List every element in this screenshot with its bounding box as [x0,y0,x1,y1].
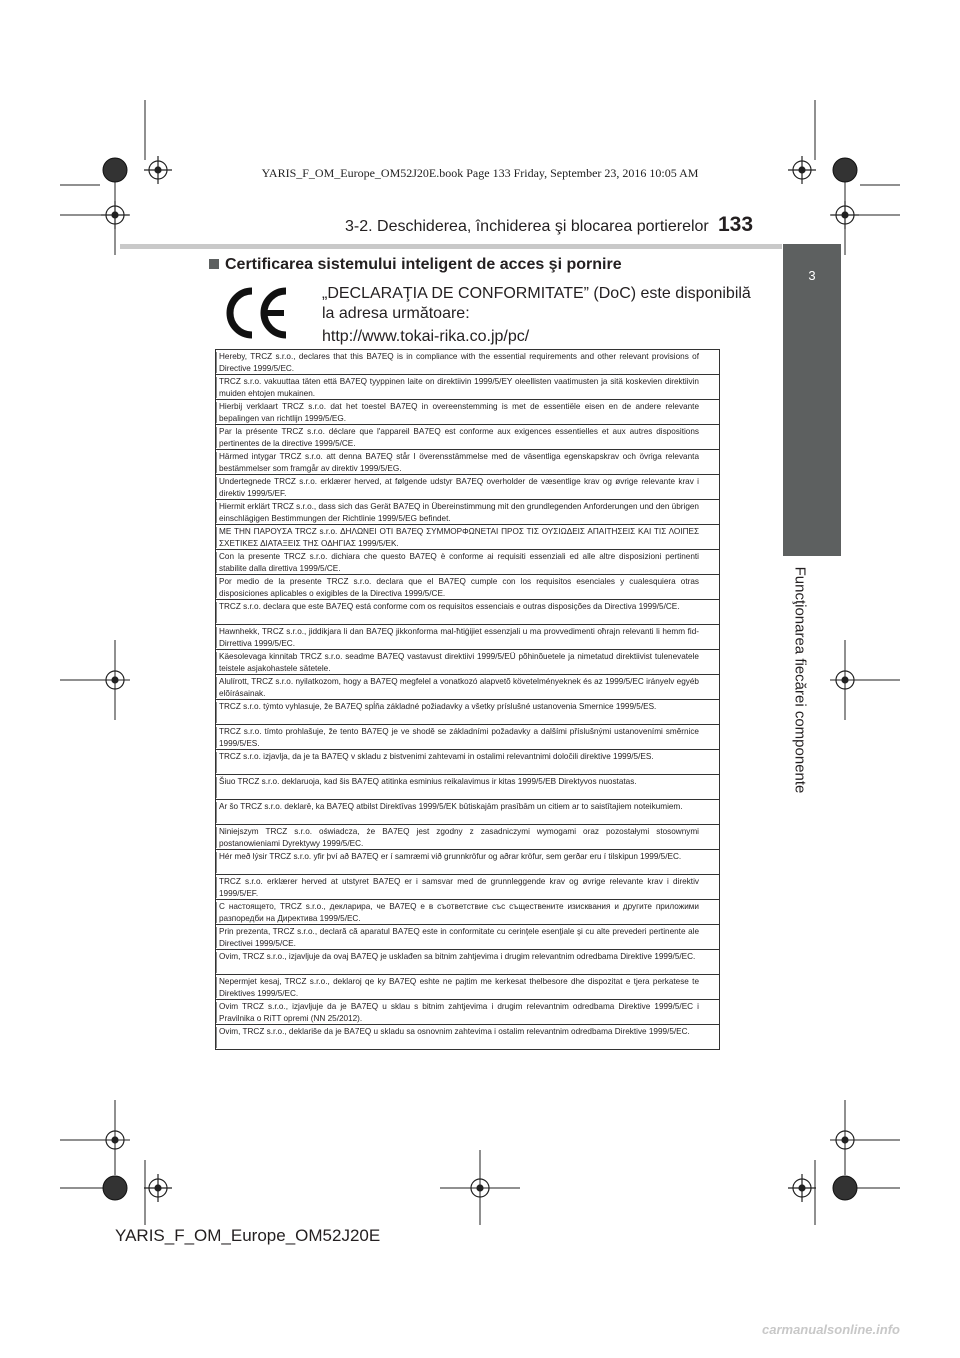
declaration-row [216,625,719,650]
declaration-text: Hawnhekk, TRCZ s.r.o., jiddikjara li dan BA7EQ jikkonforma mal-ħtiġijiet essenzjali u ma provvedimenti oħrajn relevanti li hemm fid-Dirrettiva 1999/5/EC. [219,627,699,648]
declaration-row [216,925,719,950]
declaration-row [216,350,719,375]
declaration-row [216,875,719,900]
declaration-text: Härmed intygar TRCZ s.r.o. att denna BA7EQ står I överensstämmelse med de väsentliga egenskapskrav och övriga relevanta bestämmelser som framgår av direktiv 1999/5/EG. [219,452,699,473]
declaration-text: Hereby, TRCZ s.r.o., declares that this BA7EQ is in compliance with the essential requirements and other relevant provisions of Directive 1999/5/EC. [219,352,699,373]
footer-doc-code: YARIS_F_OM_Europe_OM52J20E [115,1226,381,1245]
declaration-text: Niniejszym TRCZ s.r.o. oświadcza, że BA7EQ jest zgodny z zasadniczymi wymogami oraz pozostałymi stosownymi postanowieniami Dyrektywy 1999/5/EC. [219,827,699,848]
declaration-row [216,1025,719,1050]
declaration-row [216,850,719,875]
declaration-row [216,375,719,400]
declaration-text: Prin prezenta, TRCZ s.r.o., declară că aparatul BA7EQ este in conformitate cu cerinţele esenţiale şi cu alte prevederi pertinente ale Directivei 1999/5/CE. [219,927,699,948]
declaration-text: ΜΕ ΤΗΝ ΠΑΡΟΥΣΑ TRCZ s.r.o. ΔΗΛΩΝΕΙ ΟΤΙ BA7EQ ΣΥΜΜΟΡΦΩΝΕΤΑΙ ΠΡΟΣ ΤΙΣ ΟΥΣΙΩΔΕΙΣ ΑΠΑΙΤΗΣΕΙΣ ΚΑΙ ΤΙΣ ΛΟΙΠΕΣ ΣΧΕΤΙΚΕΣ ΔΙΑΤΑΞΕΙΣ ΤΗΣ ΟΔΗΓΙΑΣ 1999/5/ΕΚ. [219,527,699,548]
declaration-row [216,575,719,600]
declaration-text: Hiermit erklärt TRCZ s.r.o., dass sich das Gerät BA7EQ in Übereinstimmung mit den grundlegenden Anforderungen und den übrigen einschlägigen Bestimmungen der Richtlinie 1999/5/EG befindet. [219,502,699,523]
square-bullet-icon [209,259,219,269]
declaration-text: Hér með lýsir TRCZ s.r.o. yfir því að BA7EQ er í samræmi við grunnkröfur og aðrar kröfur, sem gerðar eru í tilskipun 1999/5/EC. [219,852,682,861]
doc-url: http://www.tokai-rika.co.jp/pc/ [322,328,530,345]
declaration-text: Con la presente TRCZ s.r.o. dichiara che questo BA7EQ è conforme ai requisiti essenziali ed alle altre disposizioni pertinenti stabilite dalla direttiva 1999/5/CE. [219,552,699,573]
declaration-text: TRCZ s.r.o. tímto prohlašuje, že tento BA7EQ je ve shodě se základními požadavky a dalšími příslušnými ustanoveními směrnice 1999/5/ES. [219,727,699,748]
declaration-text: Ovim, TRCZ s.r.o., deklariše da je BA7EQ u skladu sa osnovnim zahtevima i ostalim relevantnim odredbama Direktive 1999/5/EC. [219,1027,690,1036]
page-number: 133 [718,213,754,236]
declaration-text: С настоящето, TRCZ s.r.o., декларира, че BA7EQ е в съответствие със съществените изисквания и другите приложими разпоредби на Директива 1999/5/ЕС. [219,902,699,923]
watermark: carmanualsonline.info [762,1322,900,1337]
page-header-title: 3-2. Deschiderea, închiderea şi blocarea portierelor [345,218,709,235]
doc-intro-line1: „DECLARAŢIA DE CONFORMITATE” (DoC) este disponibilă [322,285,751,302]
declaration-text: TRCZ s.r.o. týmto vyhlasuje, že BA7EQ spĺňa základné požiadavky a všetky príslušné ustanovenia Smernice 1999/5/ES. [219,702,657,711]
declaration-row [216,675,719,700]
declaration-row [216,800,719,825]
declaration-text: TRCZ s.r.o. erklærer herved at utstyret BA7EQ er i samsvar med de grunnleggende krav og øvrige relevante krav i direktiv 1999/5/EF. [219,877,699,898]
declaration-text: Par la présente TRCZ s.r.o. déclare que l'appareil BA7EQ est conforme aux exigences essentielles et aux autres dispositions pertinentes de la directive 1999/5/CE. [219,427,699,448]
header-rule [120,244,782,249]
declaration-row [216,425,719,450]
declaration-text: Por medio de la presente TRCZ s.r.o. declara que el BA7EQ cumple con los requisitos esenciales y cualesquiera otras disposiciones aplicables o exigibles de la Directiva 1999/5/CE. [219,577,699,598]
declaration-row [216,700,719,725]
section-heading [209,256,622,274]
declaration-text: Ar šo TRCZ s.r.o. deklarē, ka BA7EQ atbilst Direktīvas 1999/5/EK būtiskajām prasībām un citiem ar to saistītajiem noteikumiem. [219,802,683,811]
declarations-table [215,349,720,1050]
declaration-row [216,950,719,975]
ce-mark-logo [220,285,290,341]
chapter-side-label-wrap [783,556,817,804]
declaration-row [216,525,719,550]
declaration-text: Šiuo TRCZ s.r.o. deklaruoja, kad šis BA7EQ atitinka esminius reikalavimus ir kitas 1999/5/EB Direktyvos nuostatas. [219,777,637,786]
declaration-row [216,550,719,575]
declaration-text: TRCZ s.r.o. izjavlja, da je ta BA7EQ v skladu z bistvenimi zahtevami in ostalimi relevantnimi določili direktive 1999/5/ES. [219,752,654,761]
chapter-side-label: Funcţionarea fiecărei componente [791,566,809,794]
declaration-row [216,725,719,750]
declaration-row [216,975,719,1000]
declaration-row [216,475,719,500]
declaration-text: Undertegnede TRCZ s.r.o. erklærer herved, at følgende udstyr BA7EQ overholder de væsentlige krav og øvrige relevante krav i direktiv 1999/5/EF. [219,477,699,498]
declaration-row [216,1000,719,1025]
declaration-text: Käesolevaga kinnitab TRCZ s.r.o. seadme BA7EQ vastavust direktiivi 1999/5/EÜ põhinõuetele ja nimetatud direktiivist tulenevatele teistele asjakohastele sätetele. [219,652,699,673]
declaration-text: Nepermjet kesaj, TRCZ s.r.o., deklaroj qe ky BA7EQ eshte ne pajtim me kerkesat thelbesore dhe dispozitat e tjera perkatese te Direktives 1999/5/EC. [219,977,699,998]
declaration-text: Ovim TRCZ s.r.o., izjavljuje da je BA7EQ u sklau s bitnim zahtjevima i drugim relevantnim odredbama Direktive 1999/5/EC i Pravilnika o RiTT opremi (NN 25/2012). [219,1002,699,1023]
chapter-tab-number: 3 [808,268,816,283]
declaration-row [216,600,719,625]
declaration-text: Ovim, TRCZ s.r.o., izjavljuje da ovaj BA7EQ je usklađen sa bitnim zahtjevima i drugim relevantnim odredbama Direktive 1999/5/EC. [219,952,696,961]
declaration-row [216,400,719,425]
declaration-row [216,900,719,925]
book-info-line: YARIS_F_OM_Europe_OM52J20E.book Page 133 Friday, September 23, 2016 10:05 AM [261,166,699,180]
declaration-row [216,450,719,475]
declaration-text: TRCZ s.r.o. vakuuttaa täten että BA7EQ tyyppinen laite on direktiivin 1999/5/EY oleellisten vaatimusten ja sitä koskevien direktiivin muiden ehtojen mukainen. [219,377,699,398]
declaration-text: Alulírott, TRCZ s.r.o. nyilatkozom, hogy a BA7EQ megfelel a vonatkozó alapvetõ követelményeknek és az 1999/5/EC irányelv egyéb elõírásainak. [219,677,699,698]
declaration-row [216,750,719,775]
doc-availability-text [322,284,751,347]
declaration-text: TRCZ s.r.o. declara que este BA7EQ está conforme com os requisitos essenciais e outras disposições da Directiva 1999/5/CE. [219,602,680,611]
declaration-row [216,500,719,525]
declaration-row [216,825,719,850]
declaration-text: Hierbij verklaart TRCZ s.r.o. dat het toestel BA7EQ in overeenstemming is met de essentiële eisen en de andere relevante bepalingen van richtlijn 1999/5/EG. [219,402,699,423]
chapter-tab [783,244,841,556]
doc-intro-line2: la adresa următoare: [322,305,470,322]
declaration-row [216,775,719,800]
declaration-row [216,650,719,675]
section-heading-text: Certificarea sistemului inteligent de acces şi pornire [225,256,622,273]
